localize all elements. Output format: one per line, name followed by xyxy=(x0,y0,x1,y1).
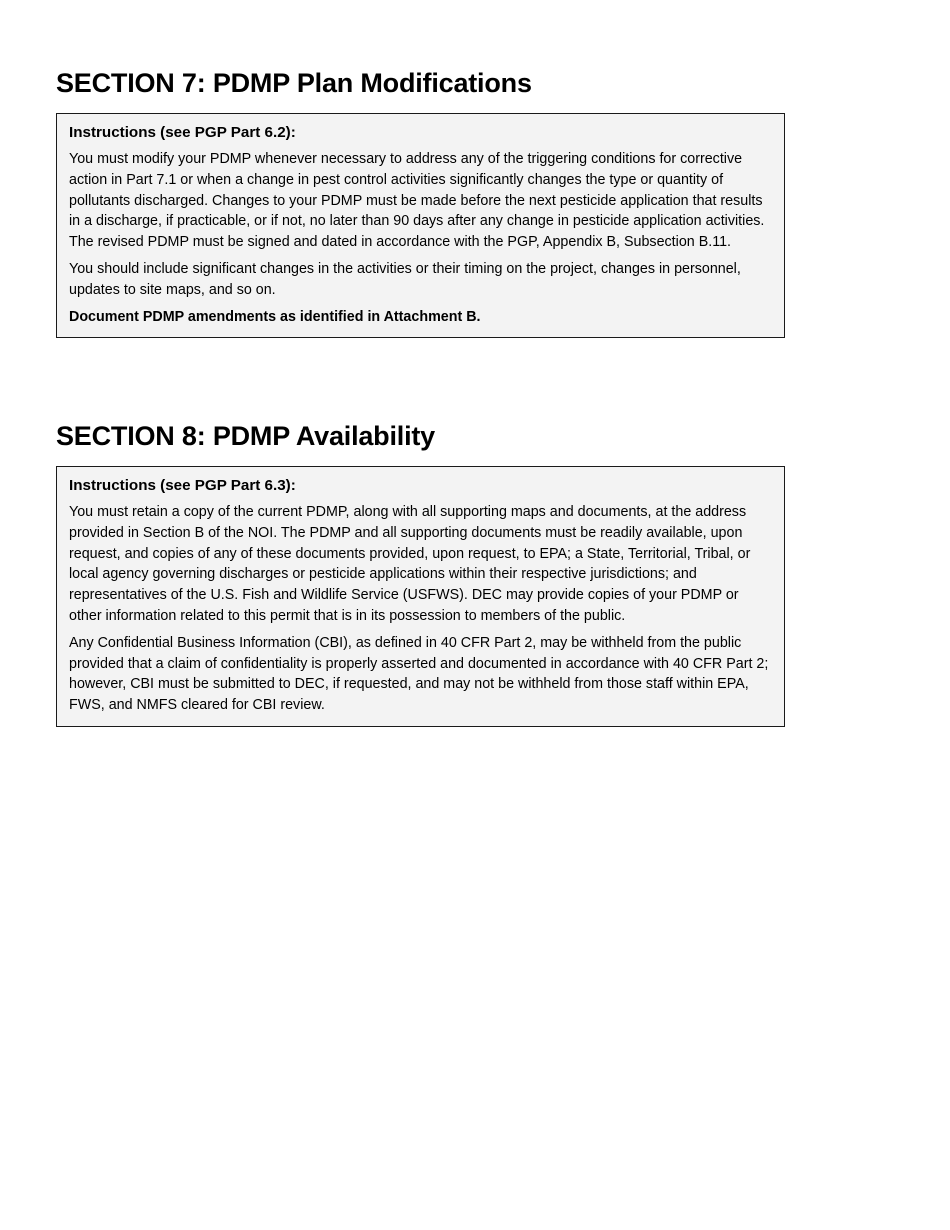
section-8-paragraph-2: Any Confidential Business Information (CBI), as defined in 40 CFR Part 2, may be withheld from the public provided that a claim of confidentiality is properly asserted and documented in accordance with 40 CFR Part 2; however, CBI must be submitted to DEC, if requested, and may not be withheld from those staff within EPA, FWS, and NMFS cleared for CBI review. xyxy=(69,634,769,714)
section-8-title: SECTION 8: PDMP Availability xyxy=(56,421,435,451)
section-8-instructions-heading: Instructions (see PGP Part 6.3): xyxy=(69,477,296,494)
section-7-title: SECTION 7: PDMP Plan Modifications xyxy=(56,68,532,98)
section-7-instructions-heading: Instructions (see PGP Part 6.2): xyxy=(69,124,296,141)
section-7-paragraph-2: You should include significant changes in the activities or their timing on the project, changes in personnel, updates to site maps, and so on. xyxy=(69,260,741,298)
section-8 xyxy=(56,419,785,727)
section-7-instructions-box xyxy=(56,113,785,338)
section-7 xyxy=(56,66,785,338)
section-8-instructions-box xyxy=(56,466,785,727)
section-7-paragraph-1: You must modify your PDMP whenever necessary to address any of the triggering conditions for corrective action in Part 7.1 or when a change in pest control activities significantly changes the type or quantity of pollutants discharged. Changes to your PDMP must be made before the next pesticide application that results in a discharge, if practicable, or if not, no later than 90 days after any change in pesticide application activities. The revised PDMP must be signed and dated in accordance with the PGP, Appendix B, Subsection B.11. xyxy=(69,151,765,251)
section-7-bold-note: Document PDMP amendments as identified in Attachment B. xyxy=(69,308,481,325)
section-8-paragraph-1: You must retain a copy of the current PDMP, along with all supporting maps and documents, at the address provided in Section B of the NOI. The PDMP and all supporting documents must be readily available, upon request, and copies of any of these documents provided, upon request, to EPA; a State, Territorial, Tribal, or local agency governing discharges or pesticide applications within their respective jurisdictions; and representatives of the U.S. Fish and Wildlife Service (USFWS). DEC may provide copies of your PDMP or other information related to this permit that is in its possession to members of the public. xyxy=(69,504,751,624)
